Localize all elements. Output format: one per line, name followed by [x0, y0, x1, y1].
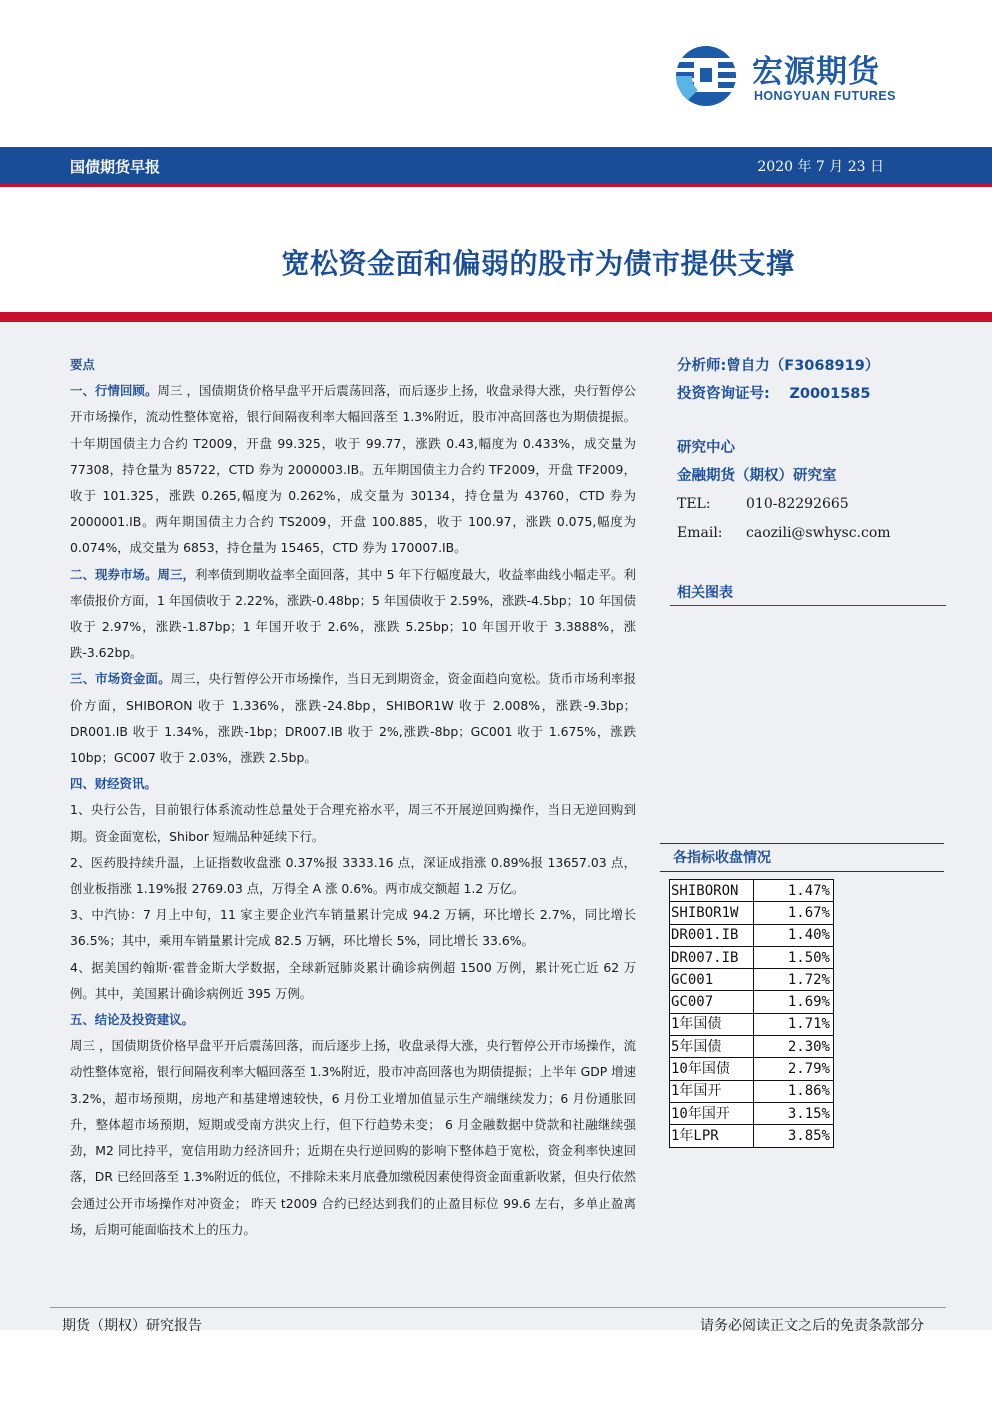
rate-value: 1.47% [754, 880, 834, 902]
rate-value: 1.67% [754, 902, 834, 924]
section-2-heading: 二、现券市场。周三， [70, 566, 196, 582]
title-divider [0, 312, 992, 322]
analyst-cert: 投资咨询证号: Z0001585 [677, 386, 871, 402]
rates-table [669, 879, 834, 1148]
section-heading-key-points: 要点 [70, 357, 95, 372]
rate-value: 2.79% [754, 1058, 834, 1080]
rate-value: 1.40% [754, 924, 834, 946]
news-item: 4、据美国约翰斯·霍普金斯大学数据，全球新冠肺炎累计确诊病例超 1500 万例，累计死亡近 62 万例。其中，美国累计确诊病例近 395 万例。 [70, 959, 636, 1001]
table-row [670, 1058, 834, 1080]
table-row [670, 1013, 834, 1035]
news-item: 3、中汽协：7 月上中旬，11 家主要企业汽车销量累计完成 94.2 万辆，环比增长 2.7%，同比增长 36.5%；其中，乘用车销量累计完成 82.5 万辆，环比增长 5%，同比增长 33.6%。 [70, 907, 636, 949]
rate-name: GC007 [670, 991, 754, 1013]
section-1-text: 周三 ，国债期货价格早盘平开后震荡回落，而后逐步上扬，收盘录得大涨，央行暂停公开市场操作，流动性整体宽裕，银行间隔夜利率大幅回落至 1.3%附近，股市冲高回落也为期债提振。十年期国债主力合约 T2009，开盘 99.325，收于 99.77，涨跌 0.43,幅度为 0.433%，成交量为 77308，持仓量为 85722，CTD 券为 2000003.IB。五年期国债主力合约 TF2009，开盘 TF2009，收于 101.325，涨跌 0.265,幅度为 0.262%，成交量为 30134，持仓量为 43760，CTD 券为 2000001.IB。两年期国债主力合约 TS2009，开盘 100.885，收于 100.97，涨跌 0.075,幅度为 0.074%，成交量为 6853，持仓量为 15465，CTD 券为 170007.IB。 [70, 383, 636, 556]
footer-divider [50, 1307, 946, 1308]
logo-text-en: HONGYUAN FUTURES [754, 89, 896, 103]
tel-value: 010-82292665 [746, 496, 849, 512]
rate-value: 1.50% [754, 946, 834, 968]
rate-name: 1年国债 [670, 1013, 754, 1035]
tel-row [677, 490, 947, 519]
company-logo [674, 42, 924, 112]
rate-value: 1.69% [754, 991, 834, 1013]
rate-name: 10年国债 [670, 1058, 754, 1080]
section-3-heading: 三、市场资金面。 [70, 671, 171, 687]
email-label: Email: [677, 525, 723, 541]
rate-value: 1.86% [754, 1080, 834, 1102]
table-row [670, 991, 834, 1013]
news-item: 1、央行公告，目前银行体系流动性总量处于合理充裕水平，周三不开展逆回购操作，当日无逆回购到期。资金面宽松，Shibor 短端品种延续下行。 [70, 802, 636, 844]
rate-name: DR007.IB [670, 946, 754, 968]
analyst-info [677, 352, 947, 548]
table-row [670, 1102, 834, 1124]
rate-name: 10年国开 [670, 1102, 754, 1124]
rate-value: 1.71% [754, 1013, 834, 1035]
section-1-heading: 一、行情回顾。 [70, 383, 158, 399]
section-money-market [70, 666, 636, 771]
rate-name: DR001.IB [670, 924, 754, 946]
rate-value: 3.15% [754, 1102, 834, 1124]
footer-disclaimer: 请务必阅读正文之后的免责条款部分 [700, 1318, 924, 1334]
logo-text-cn: 宏源期货 [752, 54, 880, 90]
rate-name: SHIBORON [670, 880, 754, 902]
rate-value: 3.85% [754, 1125, 834, 1147]
section-3-text: 周三，央行暂停公开市场操作，当日无到期资金，资金面趋向宽松。货币市场利率报价方面，SHIBORON 收于 1.336%，涨跌-24.8bp，SHIBOR1W 收于 2.008%，涨跌-9.3bp；DR001.IB 收于 1.34%，涨跌-1bp；DR007.IB 收于 2%,涨跌-8bp；GC001 收于 1.675%，涨跌 10bp；GC007 收于 2.03%，涨跌 2.5bp。 [70, 671, 636, 766]
table-rule-bottom [660, 871, 944, 872]
rates-table-title: 各指标收盘情况 [673, 850, 771, 866]
rate-name: GC001 [670, 969, 754, 991]
table-row [670, 902, 834, 924]
rate-name: 1年LPR [670, 1125, 754, 1147]
rate-name: 5年国债 [670, 1036, 754, 1058]
table-row [670, 946, 834, 968]
rate-value: 1.72% [754, 969, 834, 991]
table-row [670, 1036, 834, 1058]
report-date: 2020 年 7 月 23 日 [757, 159, 884, 175]
page-title: 宽松资金面和偏弱的股市为债市提供支撑 [281, 247, 795, 280]
section-5-heading: 五、结论及投资建议。 [70, 1012, 194, 1028]
footer-report-label: 期货（期权）研究报告 [62, 1318, 202, 1334]
table-row [670, 969, 834, 991]
logo-mark-icon [674, 44, 738, 108]
rate-value: 2.30% [754, 1036, 834, 1058]
section-4-heading: 四、财经资讯。 [70, 776, 157, 792]
section-2-text: 利率债到期收益率全面回落，其中 5 年下行幅度最大，收益率曲线小幅走平。利率债报价方面，1 年国债收于 2.22%，涨跌-0.48bp；5 年国债收于 2.59%，涨跌-4.5bp；10 年国债收于 2.97%，涨跌-1.87bp；1 年国开收于 2.6%，涨跌 5.25bp；10 年国开收于 3.3888%，涨跌-3.62bp。 [70, 566, 636, 661]
section-spot-market [70, 562, 636, 667]
analyst-name: 分析师:曾自力（F3068919） [677, 358, 880, 374]
email-row [677, 519, 947, 548]
rate-name: SHIBOR1W [670, 902, 754, 924]
department: 研究中心 [677, 440, 735, 456]
rate-name: 1年国开 [670, 1080, 754, 1102]
table-row [670, 1080, 834, 1102]
email-value: caozili@swhysc.com [746, 525, 891, 541]
tel-label: TEL: [677, 496, 711, 512]
sub-department: 金融期货（期权）研究室 [677, 468, 837, 484]
table-row [670, 924, 834, 946]
news-item: 2、医药股持续升温，上证指数收盘涨 0.37%报 3333.16 点，深证成指涨 0.89%报 13657.03 点，创业板指涨 1.19%报 2769.03 点，万得全 A 涨 0.6%。两市成交额超 1.2 万亿。 [70, 854, 636, 897]
header-bar-underline [0, 184, 992, 187]
section-market-review [70, 378, 636, 561]
table-row [670, 880, 834, 902]
section-5-text: 周三 ，国债期货价格早盘平开后震荡回落，而后逐步上扬，收盘录得大涨，央行暂停公开市场操作，流动性整体宽裕，银行间隔夜利率大幅回落至 1.3%附近，股市冲高回落也为期债提振；上半年 GDP 增速 3.2%，超市场预期，房地产和基建增速较快，6 月份工业增加值显示生产端继续发力；6 月份通胀回升，整体超市场预期，短期或受南方洪灾上行，但下行趋势未变； 6 月金融数据中贷款和社融继续强劲，M2 同比持平，宽信用助力经济回升；近期在央行逆回购的影响下整体趋于宽松，资金利率快速回落，DR 已经回落至 1.3%附近的低位，不排除未来月底叠加缴税因素使得资金面重新收紧，但央行依然会通过公开市场操作对冲资金； 昨天 t2009 合约已经达到我们的止盈目标位 99.6 左右，多单止盈离场，后期可能面临技术上的压力。 [70, 1038, 636, 1237]
table-row [670, 1125, 834, 1147]
related-charts-divider [670, 605, 946, 606]
main-content [70, 352, 636, 1243]
table-rule-top [660, 843, 944, 844]
related-charts-heading: 相关图表 [677, 585, 733, 601]
report-type: 国债期货早报 [70, 158, 161, 176]
